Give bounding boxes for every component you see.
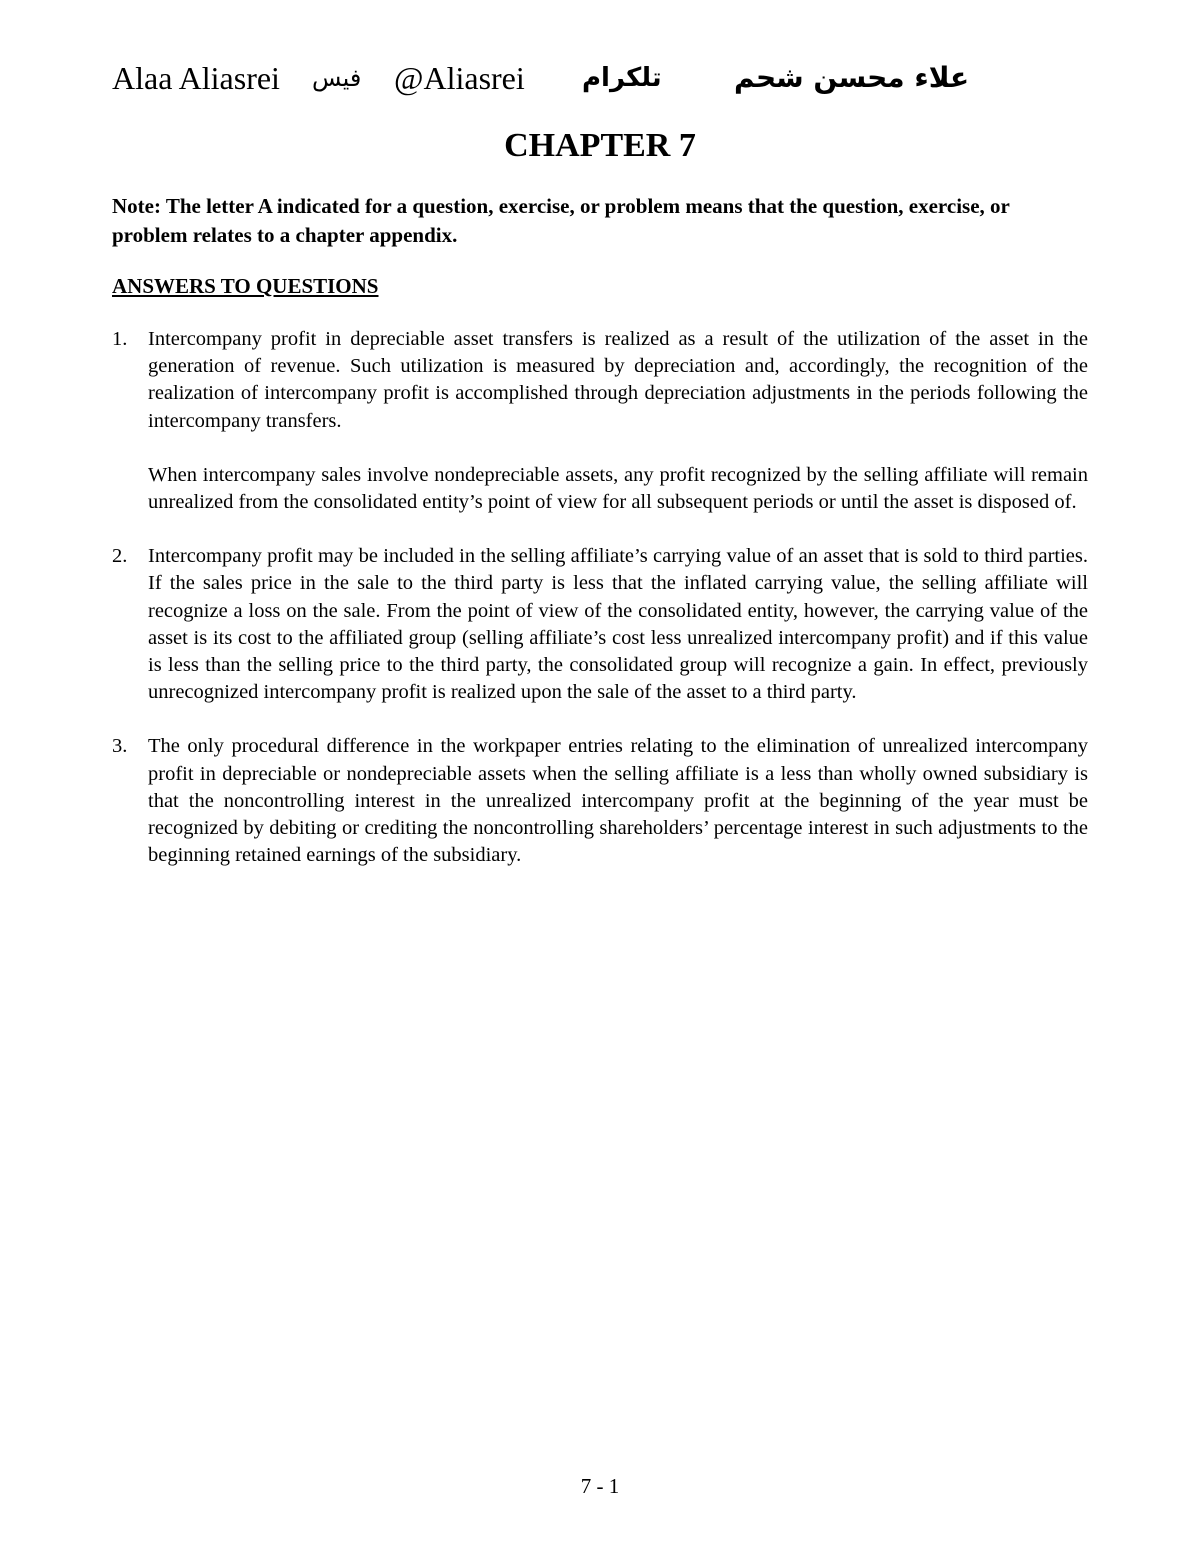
- header-arabic-telegram: تلكرام: [582, 63, 662, 93]
- appendix-note: Note: The letter A indicated for a question, exercise, or problem means that the question, exercise, or problem relates to a chapter appendix.: [112, 194, 1010, 247]
- answer-item: [112, 326, 1088, 516]
- answer-number: 2.: [112, 545, 128, 568]
- answer-number: 3.: [112, 735, 128, 758]
- header-author-name: Alaa Aliasrei: [112, 60, 280, 96]
- answer-item: [112, 733, 1088, 869]
- answer-paragraph: The only procedural difference in the workpaper entries relating to the elimination of unrealized intercompany profit in depreciable or nondepreciable assets when the selling affiliate is a less than wholly owned subsidiary is that the noncontrolling interest in the unrealized intercompany profit at the beginning of the year must be recognized by debiting or crediting the noncontrolling shareholders’ percentage interest in such adjustments to the beginning retained earnings of the subsidiary.: [148, 735, 1088, 867]
- page-number: 7 - 1: [580, 1474, 620, 1498]
- header-handle: @Aliasrei: [394, 60, 525, 96]
- chapter-title: CHAPTER 7: [504, 127, 696, 164]
- header-arabic-name: علاء محسن شحم: [734, 61, 970, 94]
- answer-paragraph: When intercompany sales involve nondepreciable assets, any profit recognized by the selling affiliate will remain unrealized from the consolidated entity’s point of view for all subsequent periods or until the asset is disposed of.: [148, 463, 1088, 514]
- section-heading: ANSWERS TO QUESTIONS: [112, 274, 379, 298]
- answer-number: 1.: [112, 328, 128, 350]
- answers-list: [112, 326, 1088, 896]
- page-header: [112, 56, 1072, 100]
- answer-item: [112, 543, 1088, 706]
- answer-paragraph: Intercompany profit may be included in the selling affiliate’s carrying value of an asset that is sold to third parties. If the sales price in the sale to the third party is less that the inflated carrying value, the selling affiliate will recognize a loss on the sale. From the point of view of the consolidated entity, however, the carrying value of the asset is its cost to the affiliated group (selling affiliate’s cost less unrealized intercompany profit) and if this value is less than the selling price to the third party, the consolidated group will recognize a gain. In effect, previously unrecognized intercompany profit is realized upon the sale of the asset to a third party.: [148, 545, 1088, 704]
- answer-paragraph: Intercompany profit in depreciable asset transfers is realized as a result of the utilization of the asset in the generation of revenue. Such utilization is measured by depreciation and, accordingly, the recognition of the realization of intercompany profit is accomplished through depreciation adjustments in the periods following the intercompany transfers.: [148, 328, 1088, 432]
- header-arabic-facebook: فيس: [312, 64, 362, 92]
